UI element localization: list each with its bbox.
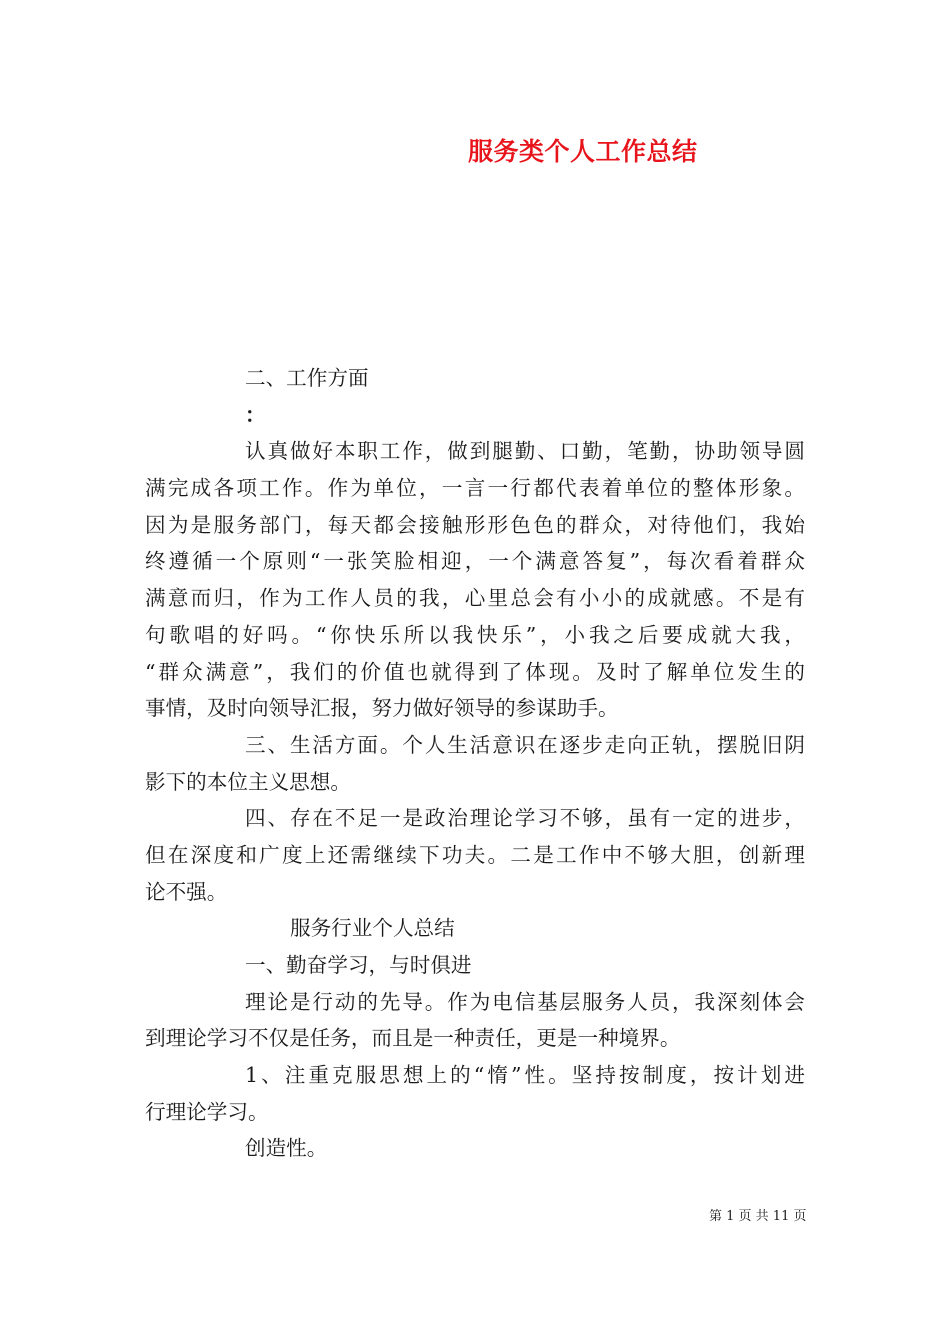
text-line: 二、工作方面 [245,366,369,390]
text-line: 终遵循一个原则“一张笑脸相迎，一个满意答复”，每次看着群众 [145,549,805,574]
text-line: 满完成各项工作。作为单位，一言一行都代表着单位的整体形象。 [145,476,805,501]
text-line: 认真做好本职工作，做到腿勤、口勤，笔勤，协助领导圆 [245,439,805,464]
text-line: 理论是行动的先导。作为电信基层服务人员，我深刻体会 [245,989,805,1014]
text-line: 满意而归，作为工作人员的我，心里总会有小小的成就感。不是有 [145,586,805,611]
text-line: 句歌唱的好吗。“你快乐所以我快乐”，小我之后要成就大我， [145,622,805,647]
text-line: 创造性。 [245,1136,328,1161]
document-title: 服务类个人工作总结 [468,137,698,166]
text-line: 四、存在不足一是政治理论学习不够，虽有一定的进步， [245,806,805,831]
document-body [145,360,805,1167]
text-line: 影下的本位主义思想。 [145,769,351,794]
text-line: 服务行业个人总结 [290,916,455,941]
text-line: 因为是服务部门，每天都会接触形形色色的群众，对待他们，我始 [145,512,805,537]
text-line: 行理论学习。 [145,1099,269,1124]
text-line: 到理论学习不仅是任务，而且是一种责任，更是一种境界。 [145,1026,681,1051]
text-line: 一、勤奋学习，与时俱进 [245,953,472,977]
text-line: 三、生活方面。个人生活意识在逐步走向正轨，摆脱旧阴 [245,732,805,757]
text-line: 1、注重克服思想上的“惰”性。坚持按制度，按计划进 [245,1063,805,1088]
text-line: 但在深度和广度上还需继续下功夫。二是工作中不够大胆，创新理 [145,842,805,867]
text-line: 论不强。 [145,879,228,904]
text-line: ： [245,402,266,427]
text-line: 事情，及时向领导汇报，努力做好领导的参谋助手。 [145,696,619,721]
text-line: “群众满意”，我们的价值也就得到了体现。及时了解单位发生的 [145,659,805,684]
page-footer: 第 1 页 共 11 页 [709,1209,807,1224]
